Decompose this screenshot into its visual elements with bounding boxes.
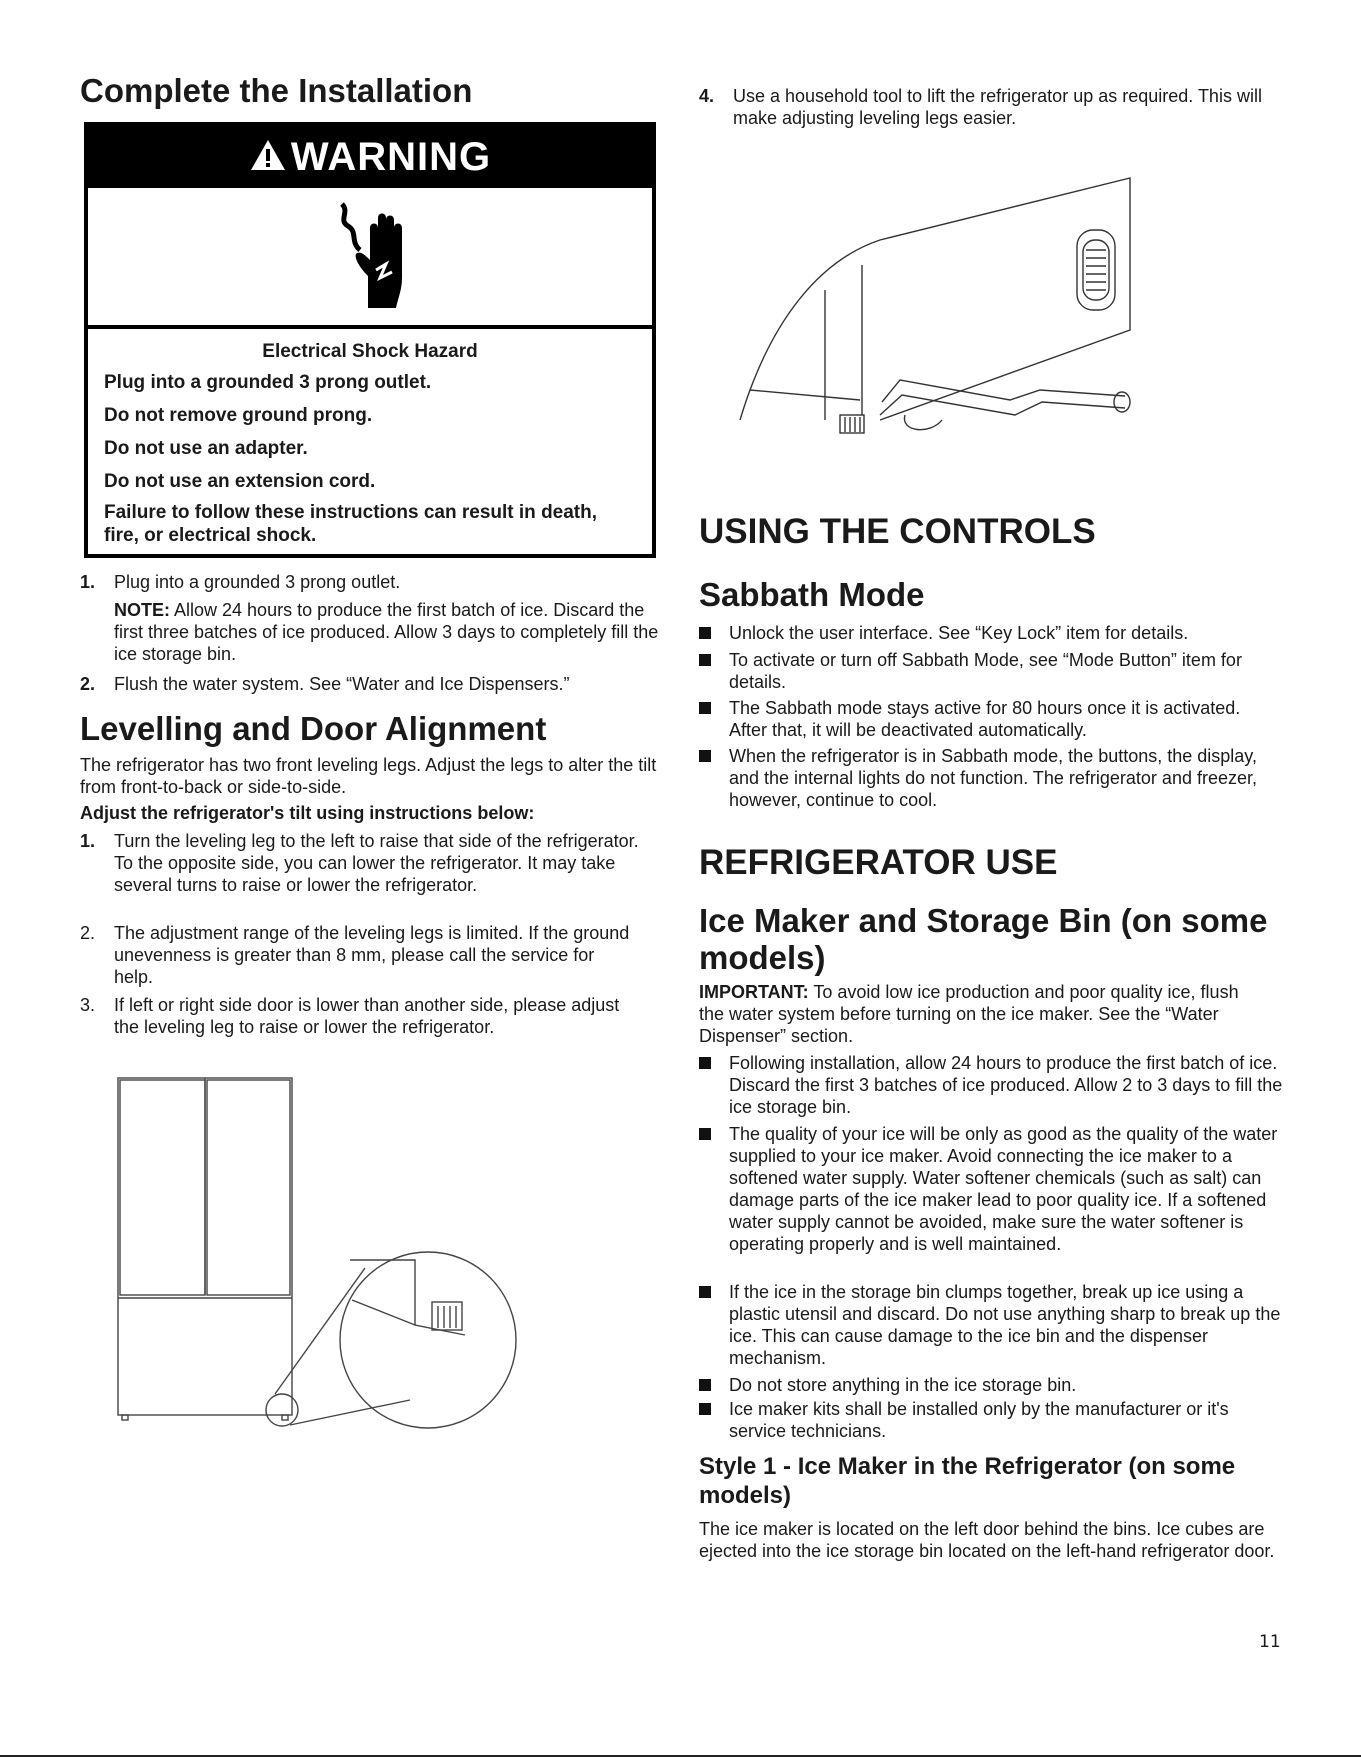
style1-heading: Style 1 - Ice Maker in the Refrigerator (on some models) [699,1453,1236,1509]
sabbath-bullet-3: The Sabbath mode stays active for 80 hours once it is activated. After that, it will be deactivated automatically. [729,698,1241,740]
step-number: 1. [80,572,96,592]
important-note [699,981,1264,1047]
step-number: 4. [699,86,715,106]
note-label: NOTE: [114,600,170,620]
warning-line: Failure to follow these instructions can result in death, fire, or electrical shock. [104,502,598,546]
bullet-square [699,1403,711,1415]
warning-line: Do not remove ground prong. [104,405,373,426]
warning-box [84,122,656,558]
style1-text: The ice maker is located on the left door behind the bins. Ice cubes are ejected into the ice storage bin located on the left-hand refrigerator door. [699,1519,1275,1561]
leveling-subhead: Adjust the refrigerator's tilt using instructions below: [80,803,535,823]
warning-line: Plug into a grounded 3 prong outlet. [104,372,432,393]
install-note [114,599,670,665]
ice-bullet-4: Do not store anything in the ice storage bin. [729,1375,1077,1395]
bullet-square [699,702,711,714]
refrigerator-use-heading: REFRIGERATOR USE [699,843,1058,882]
note-text: Allow 24 hours to produce the first batch of ice. Discard the first three batches of ice produced. Allow 3 days to completely fill the ice storage bin. [114,600,659,664]
step-number: 3. [80,995,96,1015]
bullet-square [699,1286,711,1298]
ice-bullet-5: Ice maker kits shall be installed only by the manufacturer or it's service technicians. [729,1399,1229,1441]
refrigerator-leveling-illustration [110,1070,520,1430]
leveling-step-3: If left or right side door is lower than another side, please adjust the leveling leg to raise or lower the refrigerator. [114,995,620,1037]
bullet-square [699,1057,711,1069]
bullet-square [699,1379,711,1391]
step-number: 2. [80,923,96,943]
leveling-heading: Levelling and Door Alignment [80,710,547,747]
warning-triangle-icon [249,128,287,190]
warning-header [88,126,652,188]
leveling-intro: The refrigerator has two front leveling legs. Adjust the legs to alter the tilt from front-to-back or side-to-side. [80,755,657,797]
install-step-2: Flush the water system. See “Water and Ice Dispensers.” [114,674,570,694]
sabbath-bullet-1: Unlock the user interface. See “Key Lock” item for details. [729,623,1189,643]
controls-heading: USING THE CONTROLS [699,512,1096,551]
step-number: 1. [80,831,96,851]
bullet-square [699,654,711,666]
important-label: IMPORTANT: [699,982,809,1002]
install-step-1: Plug into a grounded 3 prong outlet. [114,572,401,592]
ice-bullet-2: The quality of your ice will be only as good as the quality of the water supplied to your ice maker. Avoid connecting the ice maker to a softened water supply. Water softener chemicals (such as salt) can damage parts of the ice maker lead to poor quality ice. If a softened water supply cannot be avoided, make sure the water softener is operating properly and is well maintained. [729,1124,1278,1254]
important-text: To avoid low ice production and poor quality ice, flush the water system before turning on the ice maker. See the “Water Dispenser” section. [699,982,1239,1046]
lifting-tool-illustration [730,170,1150,460]
electric-shock-hand-icon [320,198,420,314]
sabbath-bullet-2: To activate or turn off Sabbath Mode, see “Mode Button” item for details. [729,650,1242,692]
sabbath-bullet-4: When the refrigerator is in Sabbath mode, the buttons, the display, and the internal lights do not function. The refrigerator and freezer, however, continue to cool. [729,746,1257,810]
sabbath-heading: Sabbath Mode [699,576,925,613]
warning-line: Do not use an extension cord. [104,471,376,492]
leveling-step-4: Use a household tool to lift the refrigerator up as required. This will make adjusting leveling legs easier. [733,86,1262,128]
ice-maker-heading: Ice Maker and Storage Bin (on some models) [699,902,1268,976]
bullet-square [699,1128,711,1140]
ice-bullet-3: If the ice in the storage bin clumps together, break up ice using a plastic utensil and discard. Do not use anything sharp to break up the ice. This can cause damage to the ice bin and the dispenser mechanism. [729,1282,1281,1368]
footer-divider [0,1755,1361,1757]
hazard-title: Electrical Shock Hazard [262,341,478,362]
ice-bullet-1: Following installation, allow 24 hours to produce the first batch of ice. Discard the first 3 batches of ice produced. Allow 2 to 3 days to fill the ice storage bin. [729,1053,1283,1117]
warning-line: Do not use an adapter. [104,438,308,459]
bullet-square [699,627,711,639]
bullet-square [699,750,711,762]
warning-header-text: WARNING [290,135,492,179]
leveling-step-2: The adjustment range of the leveling legs is limited. If the ground unevenness is greater than 8 mm, please call the service for help. [114,923,630,987]
step-number: 2. [80,674,96,694]
page-title: Complete the Installation [80,72,473,109]
leveling-step-1: Turn the leveling leg to the left to raise that side of the refrigerator. To the opposite side, you can lower the refrigerator. It may take several turns to raise or lower the refrigerator. [114,831,639,895]
page-number: 11 [1259,1632,1281,1652]
